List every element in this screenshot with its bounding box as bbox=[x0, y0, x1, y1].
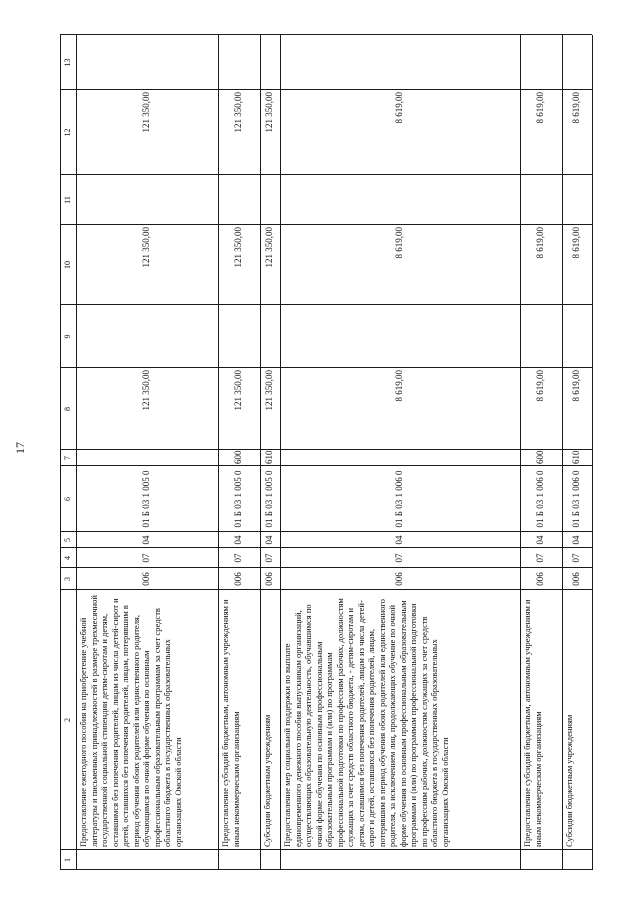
table-row-border bbox=[260, 35, 261, 870]
cell-c4: 07 bbox=[571, 553, 581, 563]
cell-c8: 121 350,00 bbox=[141, 370, 151, 411]
cell-c13 bbox=[394, 37, 406, 88]
cell-c3: 006 bbox=[141, 572, 151, 586]
table-column-border bbox=[60, 304, 592, 305]
cell-c9 bbox=[571, 307, 583, 366]
table-row-border bbox=[562, 35, 563, 870]
cell-c13 bbox=[233, 37, 245, 88]
column-header: 12 bbox=[63, 128, 72, 137]
cell-c12: 8 619,00 bbox=[571, 92, 581, 124]
cell-c3: 006 bbox=[394, 572, 404, 586]
row-description: Субсидии бюджетным учреждениям bbox=[262, 714, 272, 847]
cell-c3: 006 bbox=[233, 572, 243, 586]
cell-c7 bbox=[141, 452, 153, 464]
cell-c12: 121 350,00 bbox=[264, 92, 274, 133]
column-header: 10 bbox=[63, 261, 72, 269]
table-row-border bbox=[520, 35, 521, 870]
table-column-border bbox=[60, 589, 592, 590]
cell-c11 bbox=[233, 177, 245, 223]
cell-c6: 01 Б 03 1 005 0 bbox=[264, 470, 274, 528]
row-description: Предоставление мер социальной поддержки по выплате единовременного денежного пособия выпускникам организаций, осуществляющих образовательную деятельность, обучавшимся по очной форме обучения по основным профессиональным образовательным программам и (или) по программам профессиональной подготовки по профессиям рабочих, должностям служащих за счет средств областного бюджета, - детям-сиротам и детям, оставшимся без попечения родителей, лицам из числа детей-сирот и детей, оставшихся без попечения родителей, лицам, потерявшим в период обучения обоих родителей или единственного родителя, за исключением лиц, продолжающих обучение по очной форме обучения по основным профессиональным образовательным программам и (или) по программам профессиональной подготовки по профессиям рабочих, должностям служащих за счет средств областного бюджета в государственных образовательных организациях Омской области bbox=[282, 598, 450, 847]
cell-c6: 01 Б 03 1 005 0 bbox=[233, 470, 243, 528]
cell-c5: 04 bbox=[233, 535, 243, 545]
cell-c4: 07 bbox=[233, 553, 243, 563]
cell-c7: 600 bbox=[233, 450, 243, 464]
cell-c10: 121 350,00 bbox=[233, 227, 243, 268]
column-header: 7 bbox=[63, 456, 72, 460]
cell-c5: 04 bbox=[535, 535, 545, 545]
column-header: 5 bbox=[63, 538, 72, 542]
cell-c4: 07 bbox=[141, 553, 151, 563]
table-column-border bbox=[60, 449, 592, 450]
table-column-border bbox=[60, 531, 592, 532]
cell-c3: 006 bbox=[571, 572, 581, 586]
cell-c9 bbox=[535, 307, 547, 366]
cell-c10: 121 350,00 bbox=[141, 227, 151, 268]
cell-c10: 8 619,00 bbox=[535, 227, 545, 259]
table-row-border bbox=[280, 35, 281, 870]
cell-c11 bbox=[394, 177, 406, 223]
cell-c7: 600 bbox=[535, 450, 545, 464]
cell-c5: 04 bbox=[394, 535, 404, 545]
cell-c9 bbox=[233, 307, 245, 366]
table-column-border bbox=[60, 567, 592, 568]
cell-c5: 04 bbox=[141, 535, 151, 545]
column-header: 11 bbox=[63, 196, 72, 204]
column-header: 1 bbox=[63, 858, 72, 862]
table-column-border bbox=[60, 547, 592, 548]
page-number: 17 bbox=[13, 442, 27, 454]
cell-c5: 04 bbox=[264, 535, 274, 545]
cell-c12: 8 619,00 bbox=[535, 92, 545, 124]
column-header: 2 bbox=[63, 718, 72, 722]
cell-c13 bbox=[141, 37, 153, 88]
cell-c7 bbox=[394, 452, 406, 464]
cell-c9 bbox=[264, 307, 276, 366]
cell-c10: 8 619,00 bbox=[571, 227, 581, 259]
cell-c8: 8 619,00 bbox=[394, 370, 404, 402]
cell-c11 bbox=[571, 177, 583, 223]
table-row-border bbox=[76, 35, 77, 870]
table-column-border bbox=[60, 89, 592, 90]
column-header: 6 bbox=[63, 497, 72, 501]
cell-c10: 8 619,00 bbox=[394, 227, 404, 259]
cell-c9 bbox=[394, 307, 406, 366]
table-row-border bbox=[218, 35, 219, 870]
cell-c13 bbox=[264, 37, 276, 88]
cell-c12: 121 350,00 bbox=[141, 92, 151, 133]
cell-c7: 610 bbox=[571, 450, 581, 464]
row-description: Предоставление субсидий бюджетным, автономным учреждениям и иным некоммерческим организациям bbox=[522, 599, 543, 847]
column-header: 13 bbox=[63, 58, 72, 67]
table-column-border bbox=[60, 465, 592, 466]
column-header: 4 bbox=[63, 556, 72, 560]
cell-c12: 121 350,00 bbox=[233, 92, 243, 133]
cell-c8: 8 619,00 bbox=[535, 370, 545, 402]
table-column-border bbox=[60, 34, 592, 35]
table-column-border bbox=[60, 849, 592, 850]
cell-c11 bbox=[264, 177, 276, 223]
column-header: 9 bbox=[63, 334, 72, 339]
cell-c8: 121 350,00 bbox=[233, 370, 243, 411]
row-description: Предоставление ежегодного пособия на приобретение учебной литературы и письменных принадлежностей в размере трехмесячной государственной социальной стипендии детям-сиротам и детям, оставшимся без попечения родителей, лицам из числа детей-сирот и детей, оставшихся без попечения родителей, лицам, потерявшим в период обучения обоих родителей или единственного родителя, обучающимся по очной форме обучения по основным профессиональным образовательным программам за счет средств областного бюджета в государственных образовательных организациях Омской области bbox=[78, 595, 183, 847]
cell-c9 bbox=[141, 307, 153, 366]
cell-c3: 006 bbox=[264, 572, 274, 586]
cell-c13 bbox=[571, 37, 583, 88]
cell-c5: 04 bbox=[571, 535, 581, 545]
cell-c6: 01 Б 03 1 006 0 bbox=[394, 470, 404, 528]
cell-c13 bbox=[535, 37, 547, 88]
cell-c8: 121 350,00 bbox=[264, 370, 274, 411]
table-column-border bbox=[60, 174, 592, 175]
cell-c11 bbox=[535, 177, 547, 223]
cell-c6: 01 Б 03 1 005 0 bbox=[141, 470, 151, 528]
table-row-border bbox=[60, 35, 61, 870]
cell-c4: 07 bbox=[394, 553, 404, 563]
table-row-border bbox=[592, 35, 593, 870]
cell-c4: 07 bbox=[264, 553, 274, 563]
column-header: 8 bbox=[63, 407, 72, 411]
cell-c4: 07 bbox=[535, 553, 545, 563]
cell-c7: 610 bbox=[264, 450, 274, 464]
table-column-border bbox=[60, 367, 592, 368]
row-description: Субсидии бюджетным учреждениям bbox=[564, 714, 574, 847]
cell-c12: 8 619,00 bbox=[394, 92, 404, 124]
row-description: Предоставление субсидий бюджетным, автономным учреждениям и иным некоммерческим организациям bbox=[220, 599, 241, 847]
table-column-border bbox=[60, 869, 592, 870]
cell-c8: 8 619,00 bbox=[571, 370, 581, 402]
cell-c11 bbox=[141, 177, 153, 223]
column-header: 3 bbox=[63, 577, 72, 581]
cell-c3: 006 bbox=[535, 572, 545, 586]
budget-table bbox=[60, 35, 608, 870]
cell-c6: 01 Б 03 1 006 0 bbox=[571, 470, 581, 528]
table-column-border bbox=[60, 224, 592, 225]
cell-c6: 01 Б 03 1 006 0 bbox=[535, 470, 545, 528]
cell-c10: 121 350,00 bbox=[264, 227, 274, 268]
